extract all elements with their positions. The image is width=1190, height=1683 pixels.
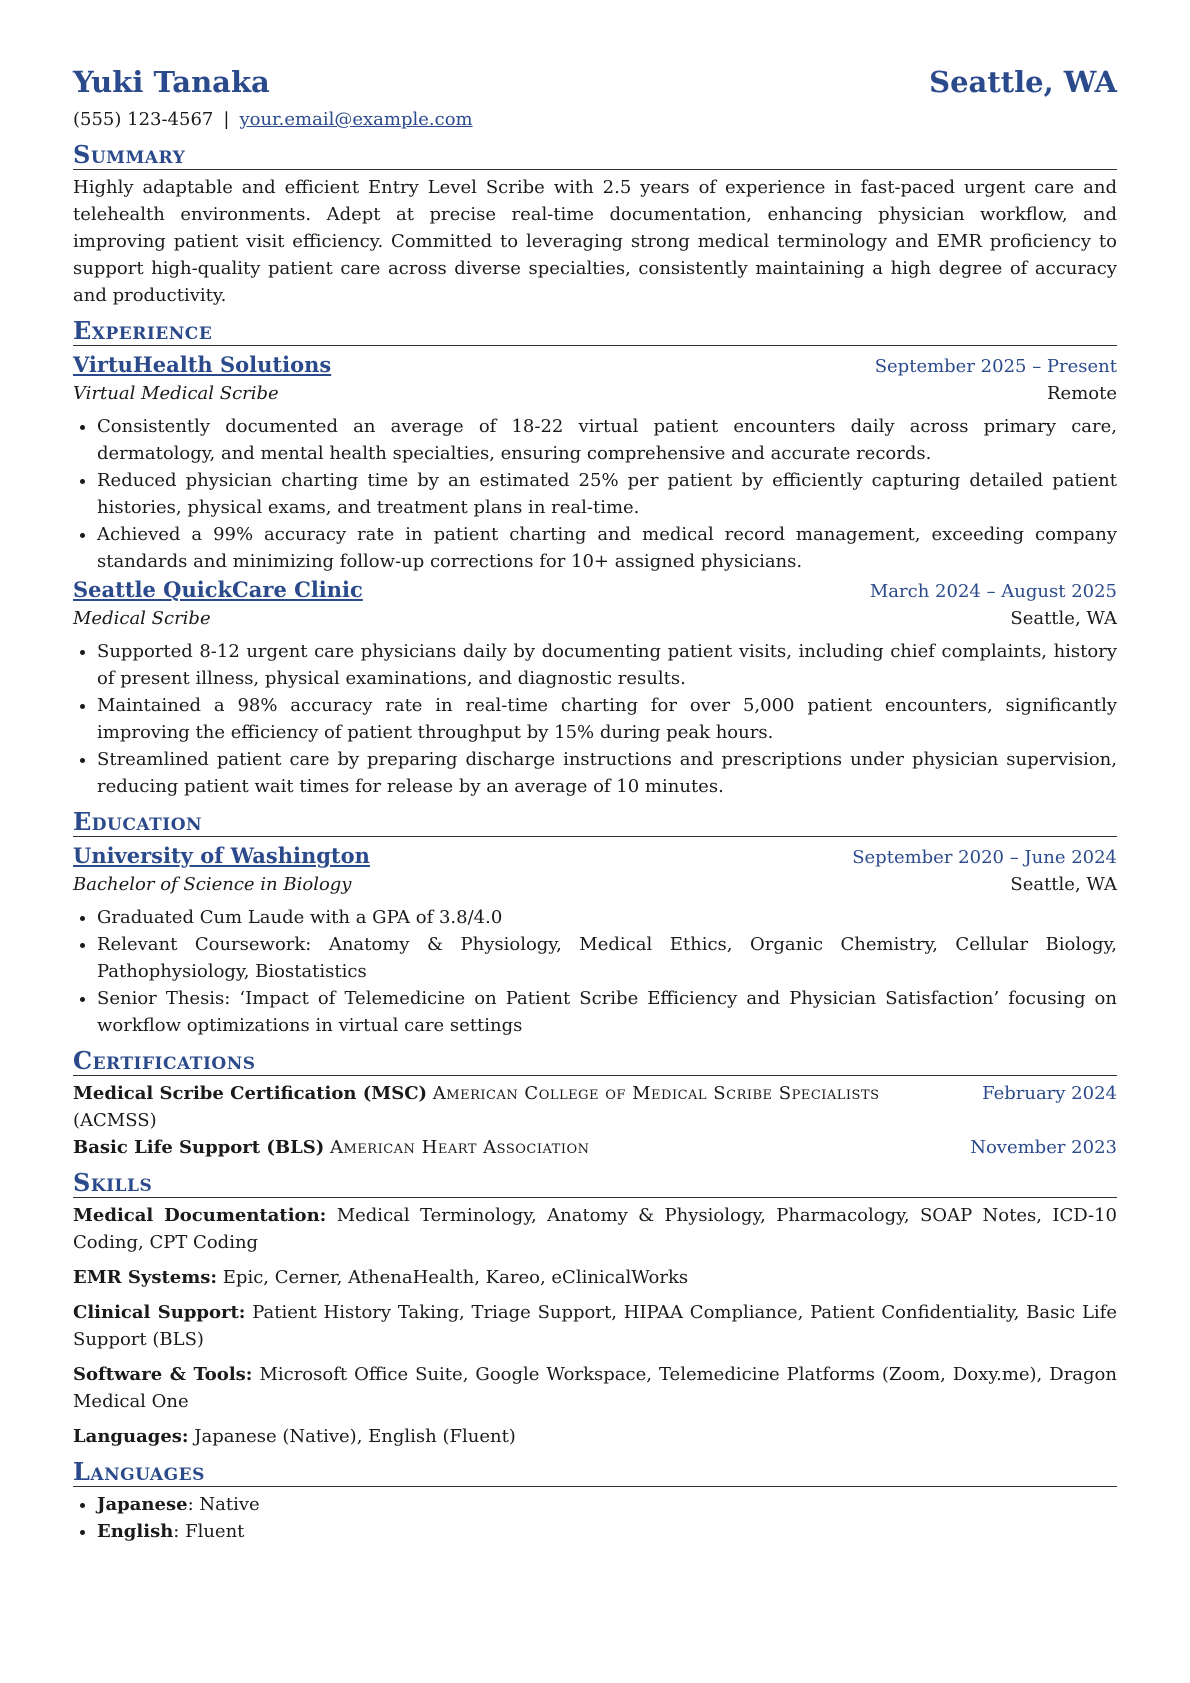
certification-issuer: American Heart Association bbox=[330, 1137, 590, 1158]
skill-label: Clinical Support: bbox=[73, 1302, 246, 1323]
job-organization[interactable]: Seattle QuickCare Clinic bbox=[73, 577, 363, 602]
job-bullet: • Achieved a 99% accuracy rate in patient charting and medical record management, exceeding company standards and minimizing follow-up corrections for 10+ assigned physicians. bbox=[97, 521, 1117, 575]
skill-value: Microsoft Office Suite, Google Workspace, Telemedicine Platforms (Zoom, Doxy.me), Dragon Medical One bbox=[73, 1364, 1117, 1412]
certification-name: Medical Scribe Certification (MSC) bbox=[73, 1083, 428, 1104]
candidate-location: Seattle, WA bbox=[929, 65, 1117, 99]
skill-line bbox=[73, 1202, 1117, 1256]
experience-heading: Experience bbox=[73, 317, 1117, 346]
job-bullet: • Streamlined patient care by preparing discharge instructions and prescriptions under physician supervision, reducing patient wait times for release by an average of 10 minutes. bbox=[97, 746, 1117, 800]
job-location: Remote bbox=[1047, 383, 1117, 404]
certification-date: November 2023 bbox=[970, 1137, 1117, 1158]
skill-value: Epic, Cerner, AthenaHealth, Kareo, eClinicalWorks bbox=[222, 1267, 689, 1288]
job-entry bbox=[73, 575, 1117, 800]
certification-item bbox=[73, 1080, 1117, 1107]
education-heading: Education bbox=[73, 808, 1117, 837]
skills-heading: Skills bbox=[73, 1169, 1117, 1198]
skill-line bbox=[73, 1361, 1117, 1415]
degree: Bachelor of Science in Biology bbox=[73, 874, 352, 895]
education-bullet: • Senior Thesis: ‘Impact of Telemedicine on Patient Scribe Efficiency and Physician Satisfaction’ focusing on workflow optimizations in virtual care settings bbox=[97, 985, 1117, 1039]
job-bullet: • Maintained a 98% accuracy rate in real-time charting for over 5,000 patient encounters, significantly improving the efficiency of patient throughput by 15% during peak hours. bbox=[97, 692, 1117, 746]
certification-issuer-tail: (ACMSS) bbox=[73, 1110, 157, 1131]
job-bullets bbox=[73, 413, 1117, 575]
education-location: Seattle, WA bbox=[1010, 874, 1117, 895]
language-level: : Native bbox=[187, 1494, 260, 1515]
job-bullet: • Reduced physician charting time by an estimated 25% per patient by efficiently capturing detailed patient histories, physical exams, and treatment plans in real-time. bbox=[97, 467, 1117, 521]
resume-header bbox=[73, 62, 1117, 102]
job-dates: September 2025 – Present bbox=[874, 356, 1117, 377]
skill-value: Japanese (Native), English (Fluent) bbox=[194, 1426, 516, 1447]
job-bullets bbox=[73, 638, 1117, 800]
education-dates: September 2020 – June 2024 bbox=[852, 847, 1117, 868]
phone-number: (555) 123-4567 bbox=[73, 109, 214, 130]
skill-line bbox=[73, 1299, 1117, 1353]
skill-label: Medical Documentation: bbox=[73, 1205, 327, 1226]
job-bullet: • Consistently documented an average of 18-22 virtual patient encounters daily across primary care, dermatology, and mental health specialties, ensuring comprehensive and accurate records. bbox=[97, 413, 1117, 467]
languages-heading: Languages bbox=[73, 1458, 1117, 1487]
education-bullets bbox=[73, 904, 1117, 1039]
job-location: Seattle, WA bbox=[1010, 608, 1117, 629]
certification-item bbox=[73, 1134, 1117, 1161]
job-entry bbox=[73, 350, 1117, 575]
skill-line bbox=[73, 1264, 1117, 1291]
contact-line bbox=[73, 106, 1117, 133]
email-link[interactable]: your.email@example.com bbox=[239, 109, 473, 130]
certification-date: February 2024 bbox=[982, 1083, 1117, 1104]
candidate-name: Yuki Tanaka bbox=[73, 65, 270, 99]
job-organization[interactable]: VirtuHealth Solutions bbox=[73, 352, 332, 377]
summary-heading: Summary bbox=[73, 141, 1117, 170]
skill-value: Patient History Taking, Triage Support, HIPAA Compliance, Patient Confidentiality, Basic Life Support (BLS) bbox=[73, 1302, 1117, 1350]
language-item bbox=[97, 1491, 1117, 1518]
languages-list bbox=[73, 1491, 1117, 1545]
summary-text: Highly adaptable and efficient Entry Level Scribe with 2.5 years of experience in fast-paced urgent care and telehealth environments. Adept at precise real-time documentation, enhancing physician workflow, and improving patient visit efficiency. Committed to leveraging strong medical terminology and EMR proficiency to support high-quality patient care across diverse specialties, consistently maintaining a high degree of accuracy and productivity. bbox=[73, 177, 1117, 306]
job-role: Virtual Medical Scribe bbox=[73, 383, 279, 404]
certifications-heading: Certifications bbox=[73, 1047, 1117, 1076]
skill-label: EMR Systems: bbox=[73, 1267, 218, 1288]
contact-separator: | bbox=[223, 109, 230, 130]
skill-label: Software & Tools: bbox=[73, 1364, 253, 1385]
skill-line bbox=[73, 1423, 1117, 1450]
language-item bbox=[97, 1518, 1117, 1545]
language-name: Japanese bbox=[97, 1494, 188, 1515]
education-bullet: • Graduated Cum Laude with a GPA of 3.8/4.0 bbox=[97, 904, 1117, 931]
education-entry bbox=[73, 841, 1117, 1039]
job-role: Medical Scribe bbox=[73, 608, 211, 629]
certification-name: Basic Life Support (BLS) bbox=[73, 1137, 325, 1158]
school-name[interactable]: University of Washington bbox=[73, 843, 370, 868]
education-bullet: • Relevant Coursework: Anatomy & Physiology, Medical Ethics, Organic Chemistry, Cellular Biology, Pathophysiology, Biostatistics bbox=[97, 931, 1117, 985]
job-bullet: • Supported 8-12 urgent care physicians daily by documenting patient visits, including chief complaints, history of present illness, physical examinations, and diagnostic results. bbox=[97, 638, 1117, 692]
certification-issuer: American College of Medical Scribe Specialists bbox=[432, 1083, 880, 1104]
skill-value: Medical Terminology, Anatomy & Physiology, Pharmacology, SOAP Notes, ICD-10 Coding, CPT Coding bbox=[73, 1205, 1117, 1253]
skill-label: Languages: bbox=[73, 1426, 189, 1447]
job-dates: March 2024 – August 2025 bbox=[869, 581, 1117, 602]
language-name: English bbox=[97, 1521, 174, 1542]
language-level: : Fluent bbox=[173, 1521, 245, 1542]
